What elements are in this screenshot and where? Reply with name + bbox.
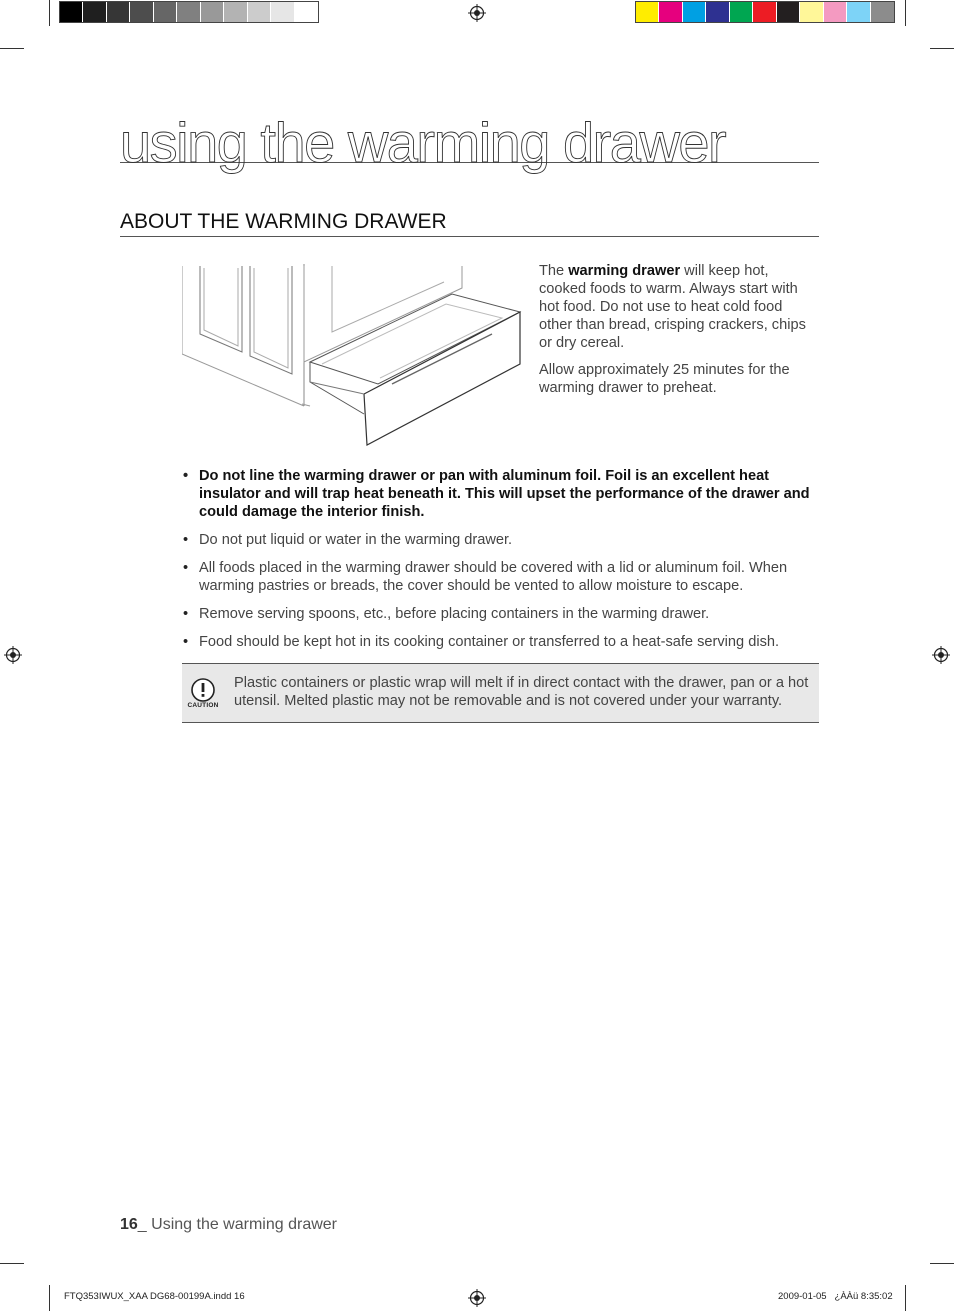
registration-mark-icon xyxy=(468,4,486,22)
caution-label: CAUTION xyxy=(187,702,219,709)
color-swatch xyxy=(177,2,200,22)
color-swatch xyxy=(777,2,800,22)
color-swatch xyxy=(824,2,847,22)
color-swatch xyxy=(847,2,870,22)
color-swatch xyxy=(636,2,659,22)
warming-drawer-illustration xyxy=(182,264,524,448)
list-item: • All foods placed in the warming drawer should be covered with a lid or aluminum foil. When warming pastries or breads, the cover should be vented to allow moisture to escape. xyxy=(182,559,819,595)
grayscale-color-bar xyxy=(59,1,319,23)
color-swatch xyxy=(659,2,682,22)
crop-mark xyxy=(0,48,24,49)
file-slug: FTQ353IWUX_XAA DG68-00199A.indd 16 xyxy=(64,1291,245,1302)
list-item: • Remove serving spoons, etc., before placing containers in the warming drawer. xyxy=(182,605,819,623)
color-swatch xyxy=(60,2,83,22)
color-swatch xyxy=(201,2,224,22)
color-swatch xyxy=(800,2,823,22)
crop-mark xyxy=(49,1285,50,1311)
color-swatch xyxy=(730,2,753,22)
warning-list xyxy=(182,467,819,661)
list-item: • Food should be kept hot in its cooking container or transferred to a heat-safe serving dish. xyxy=(182,633,819,651)
registration-mark-icon xyxy=(468,1289,486,1307)
color-swatch xyxy=(154,2,177,22)
color-swatch xyxy=(248,2,271,22)
color-swatch xyxy=(130,2,153,22)
crop-mark xyxy=(905,0,906,26)
crop-mark xyxy=(49,0,50,26)
color-swatch xyxy=(871,2,894,22)
process-color-bar xyxy=(635,1,895,23)
intro-paragraph-1: The warming drawer will keep hot, cooked foods to warm. Always start with hot food. Do not use to heat cold food other than bread, crisping crackers, chips or dry cereal. xyxy=(539,263,806,351)
crop-mark xyxy=(930,48,954,49)
list-item: • Do not put liquid or water in the warming drawer. xyxy=(182,531,819,549)
list-item: • Do not line the warming drawer or pan with aluminum foil. Foil is an excellent heat insulator and will trap heat beneath it. This will upset the performance of the drawer and could damage the interior finish. xyxy=(182,467,819,521)
color-swatch xyxy=(107,2,130,22)
color-swatch xyxy=(706,2,729,22)
color-swatch xyxy=(295,2,318,22)
color-swatch xyxy=(224,2,247,22)
registration-mark-icon xyxy=(932,646,950,664)
caution-text: Plastic containers or plastic wrap will melt if in direct contact with the drawer, pan or a hot utensil. Melted plastic may not be removable and is not covered under your warranty. xyxy=(234,675,809,709)
color-swatch xyxy=(753,2,776,22)
page-footer-label: _ Using the warming drawer xyxy=(137,1216,337,1233)
color-swatch xyxy=(83,2,106,22)
color-swatch xyxy=(271,2,294,22)
crop-mark xyxy=(930,1263,954,1264)
intro-paragraph-2: Allow approximately 25 minutes for the warming drawer to preheat. xyxy=(539,362,790,396)
timestamp-slug: 2009-01-05 ¿ÀÀü 8:35:02 xyxy=(778,1291,893,1302)
chapter-title: using the warming drawer xyxy=(120,108,819,163)
page-footer xyxy=(120,1216,337,1234)
color-swatch xyxy=(683,2,706,22)
section-heading: ABOUT THE WARMING DRAWER xyxy=(120,208,819,237)
warming-drawer-term: warming drawer xyxy=(568,263,681,279)
caution-box xyxy=(182,663,819,723)
page-number: 16 xyxy=(120,1216,138,1233)
crop-mark xyxy=(905,1285,906,1311)
registration-mark-icon xyxy=(4,646,22,664)
crop-mark xyxy=(0,1263,24,1264)
intro-text xyxy=(539,262,819,406)
